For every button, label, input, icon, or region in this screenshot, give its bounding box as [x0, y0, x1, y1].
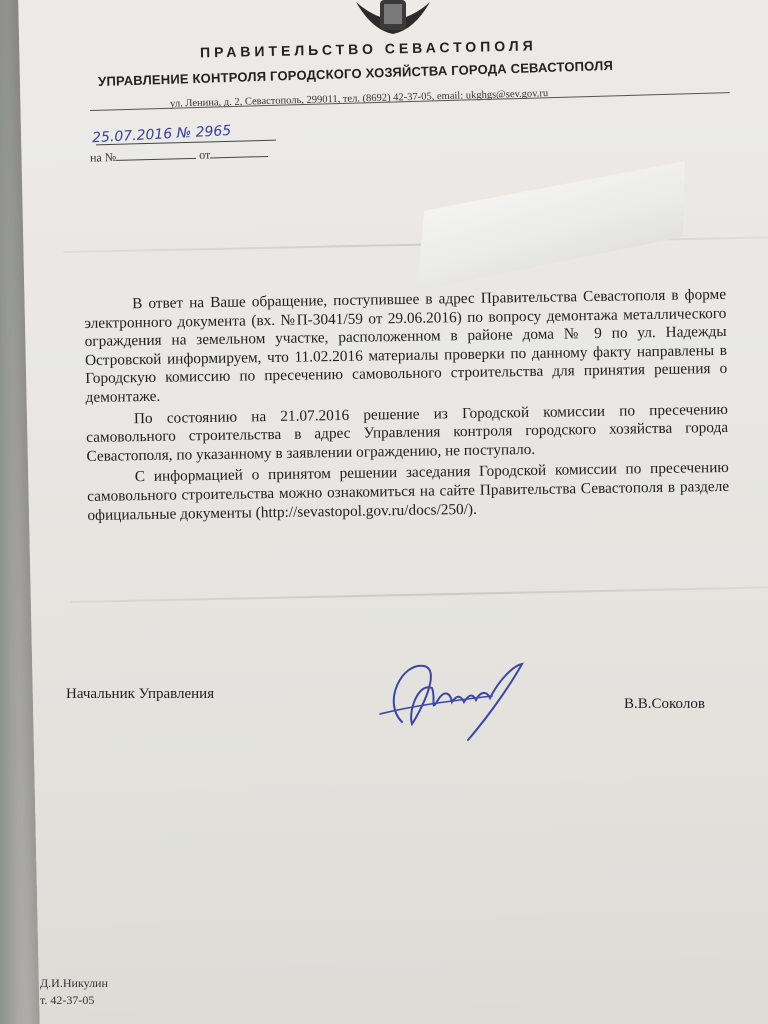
paragraph-3: С информацией о принятом решении заседания Городской комиссии по пресечению самовольного строительства можно ознакомиться на сайте Правительства Севастополя в разделе официальные документы (http://sevastopol.gov.ru/docs/250/).	[87, 459, 730, 524]
paragraph-2: По состоянию на 21.07.2016 решение из Городской комиссии по пресечению самовольного строительства в адрес Управления контроля городского хозяйства города Севастополя, по указанному в заявлении ограждению, не поступало.	[86, 400, 729, 465]
executor-phone: т. 42-37-05	[40, 993, 95, 1007]
signatory-name: В.В.Соколов	[624, 696, 705, 712]
coat-of-arms-icon	[352, 0, 434, 36]
department-title: УПРАВЛЕНИЕ КОНТРОЛЯ ГОРОДСКОГО ХОЗЯЙСТВА ГОРОДА СЕВАСТОПОЛЯ	[97, 57, 614, 90]
handwritten-signature	[372, 652, 542, 744]
paragraph-1: В ответ на Ваше обращение, поступившее в адрес Правительства Севастополя в форме электронного документа (вх. №П-3041/59 от 29.06.2016) по вопросу демонтажа металлического ограждения на земельном участке, расположенном в районе дома № 9 по ул. Надежды Островской информируем, что 11.02.2016 материалы проверки по данному факту направлены в Городскую комиссию по пресечению самовольного строительства для принятия решения о демонтаже.	[84, 285, 728, 406]
na-label: на №	[89, 149, 117, 165]
signatory-role: Начальник Управления	[66, 686, 215, 702]
outgoing-reference-handwritten: 25.07.2016 № 2965	[91, 122, 232, 147]
executor-name: Д.И.Никулин	[40, 976, 108, 990]
letter-body	[84, 286, 730, 528]
ot-label: от	[199, 147, 211, 162]
executor-info	[40, 975, 108, 1009]
fold-crease	[71, 586, 768, 603]
government-title: ПРАВИТЕЛЬСТВО СЕВАСТОПОЛЯ	[199, 37, 537, 61]
department-address: ул. Ленина, д. 2, Севастополь, 299011, тел. (8692) 42-37-05, email: ukghgs@sev.gov.ru	[169, 88, 549, 110]
